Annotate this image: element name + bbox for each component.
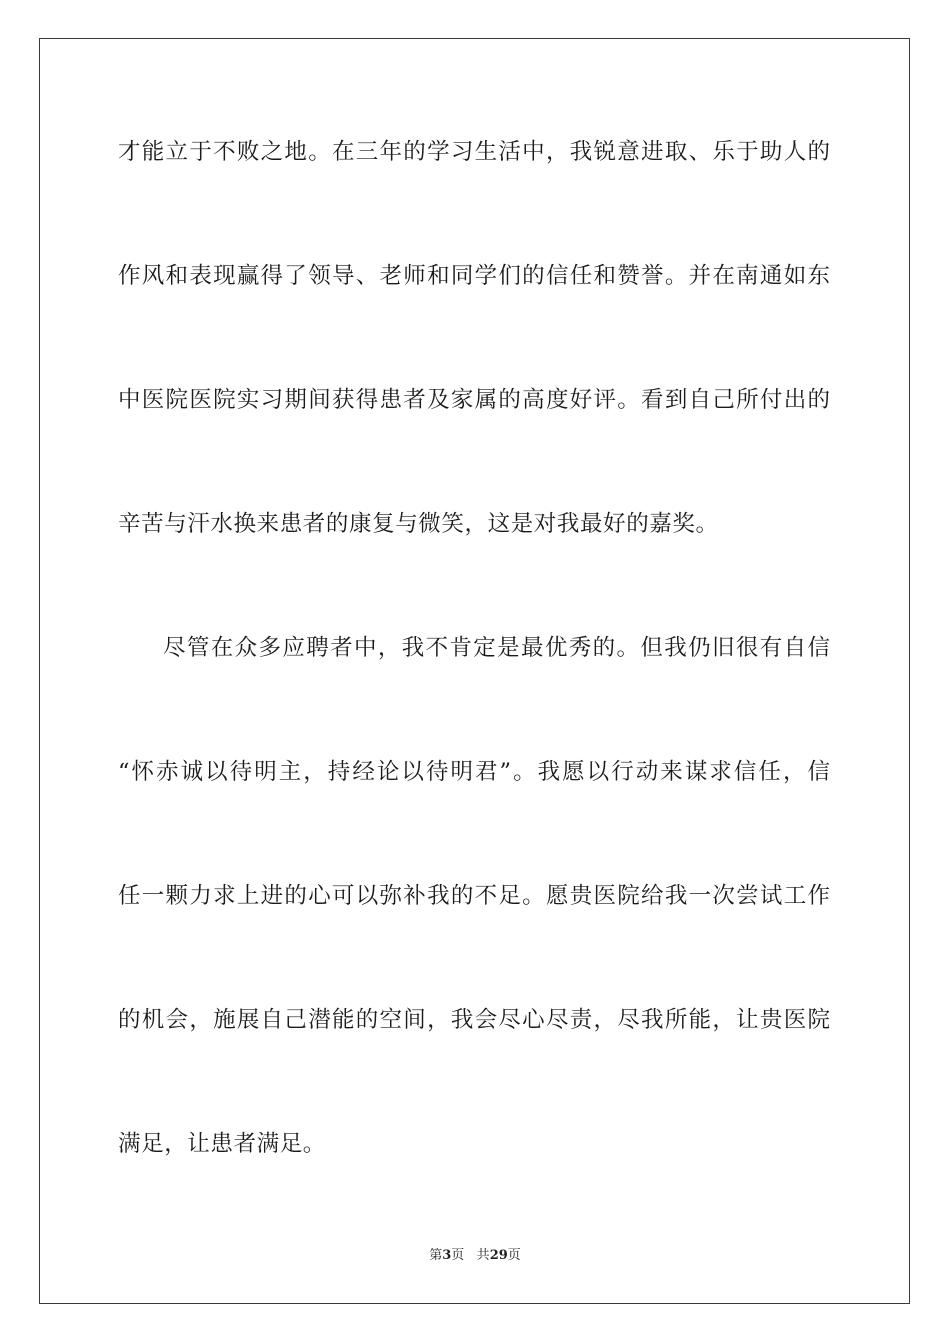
page-footer — [0, 1247, 950, 1265]
footer-total-pages: 29 — [489, 1248, 508, 1263]
text-line: 满足，让患者满足。 — [118, 1131, 326, 1157]
text-line: 作风和表现赢得了领导、老师和同学们的信任和赞誉。并在南通如东 — [118, 263, 830, 289]
footer-page-number: 3 — [442, 1248, 452, 1263]
footer-page-prefix: 第 — [429, 1248, 443, 1263]
text-line: 中医院医院实习期间获得患者及家属的高度好评。看到自己所付出的 — [118, 387, 830, 413]
text-line: “怀赤诚以待明主，持经论以待明君”。我愿以行动来谋求信任，信 — [118, 759, 830, 785]
text-line: 辛苦与汗水换来患者的康复与微笑，这是对我最好的嘉奖。 — [118, 511, 719, 537]
page-border — [39, 38, 910, 1304]
footer-page-suffix: 页 — [451, 1248, 465, 1263]
footer-total-prefix: 共 — [476, 1248, 490, 1263]
footer-total-suffix: 页 — [507, 1248, 521, 1263]
text-line-indented: 尽管在众多应聘者中，我不肯定是最优秀的。但我仍旧很有自信 — [163, 635, 830, 661]
text-line: 的机会，施展自己潜能的空间，我会尽心尽责，尽我所能，让贵医院 — [118, 1007, 830, 1033]
text-line: 才能立于不败之地。在三年的学习生活中，我锐意进取、乐于助人的 — [118, 139, 830, 165]
text-line: 任一颗力求上进的心可以弥补我的不足。愿贵医院给我一次尝试工作 — [118, 883, 830, 909]
